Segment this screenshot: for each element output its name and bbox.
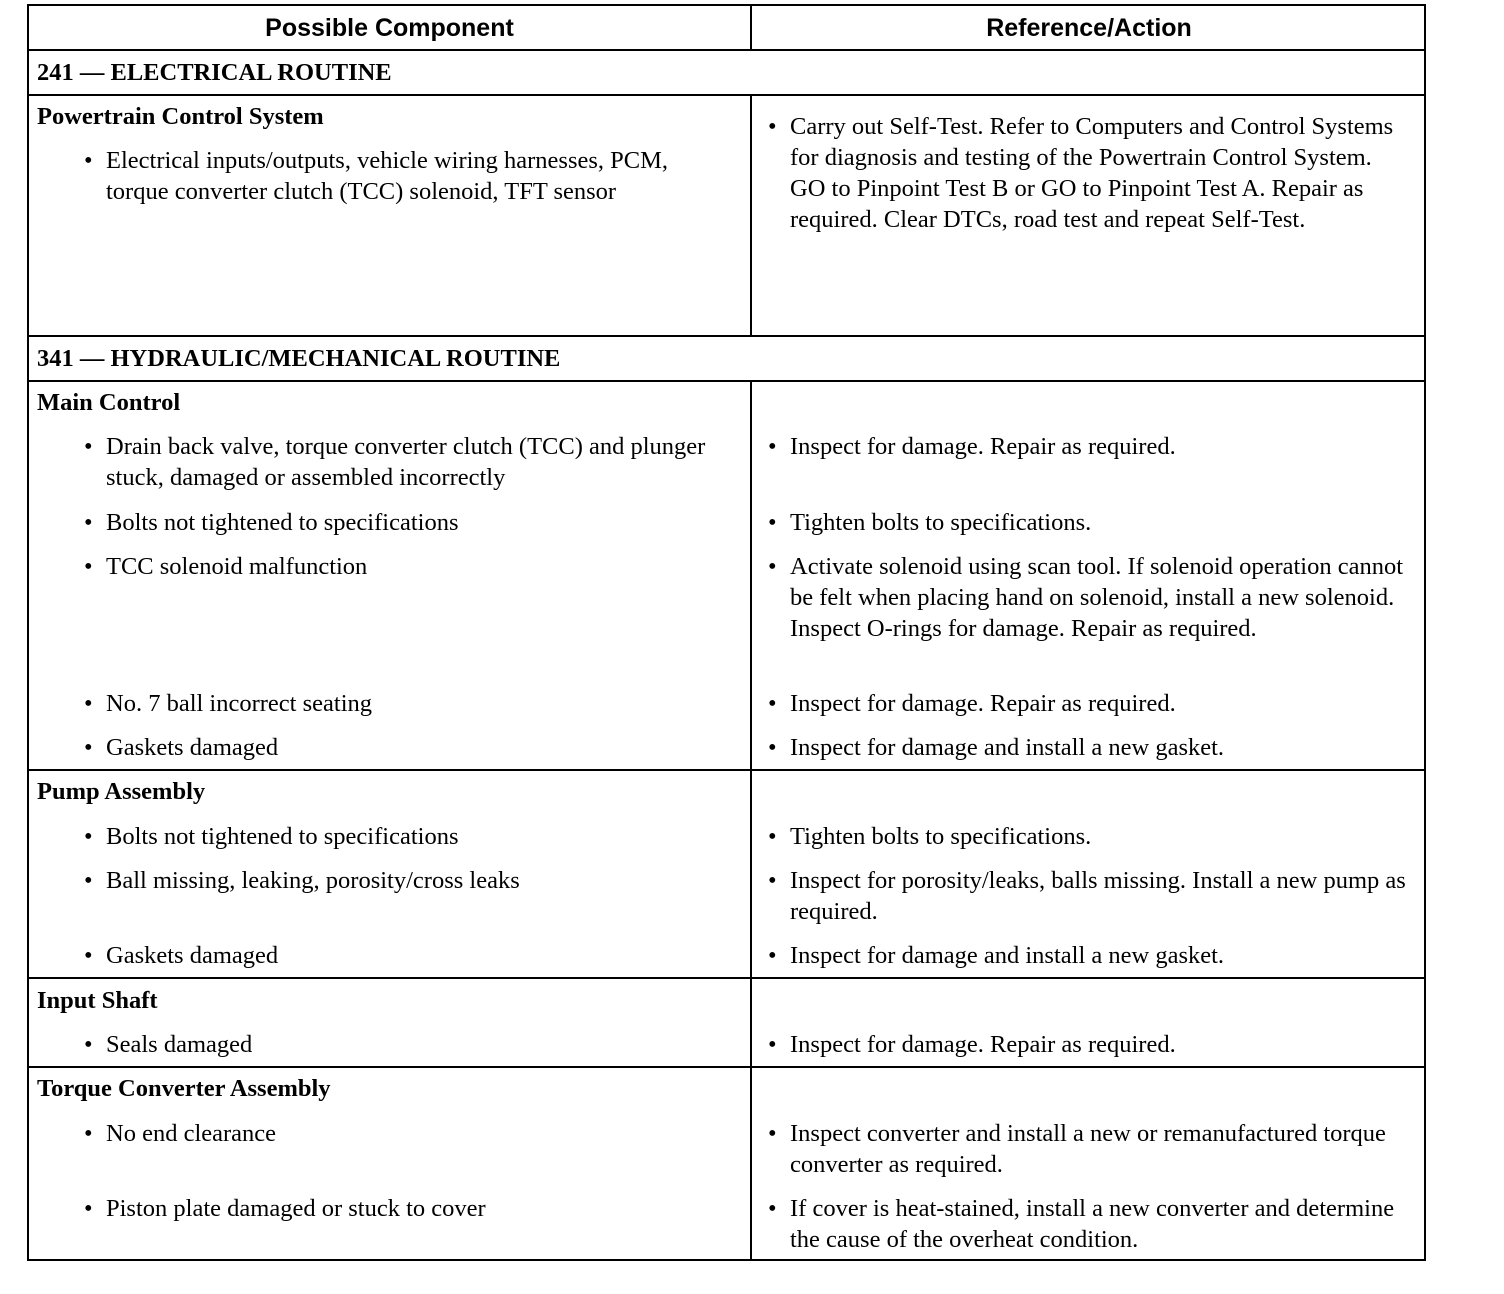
action-item: • Carry out Self-Test. Refer to Computers and Control Systems for diagnosis and testing of the Powertrain Control System. GO to Pinpoint Test B or GO to Pinpoint Test A. Repair as required. Clear DTCs, road test and repeat Self-Test. [768,111,1418,235]
action-item: • Inspect for damage. Repair as required. [768,690,1176,717]
component-item: • Drain back valve, torque converter clutch (TCC) and plunger stuck, damaged or assembled incorrectly [84,433,706,491]
action-item: • Inspect for damage and install a new gasket. [768,734,1225,761]
divider [29,49,1424,51]
divider [29,335,1424,337]
column-divider [750,94,752,336]
group-title-main-control: Main Control [37,389,181,416]
action-item: • Inspect for porosity/leaks, balls missing. Install a new pump as required. [768,867,1406,925]
component-item: • Piston plate damaged or stuck to cover [84,1195,486,1222]
group-title-pump-assembly: Pump Assembly [37,778,206,805]
action-item: • Tighten bolts to specifications. [768,823,1092,850]
section-title-hydraulic: 341 — HYDRAULIC/MECHANICAL ROUTINE [37,345,561,372]
column-divider [750,6,752,50]
group-title-input-shaft: Input Shaft [37,987,158,1014]
group-title-torque-converter: Torque Converter Assembly [37,1075,331,1102]
action-item: • Inspect for damage. Repair as required. [768,1031,1176,1058]
action-item: • If cover is heat-stained, install a new converter and determine the cause of the overheat condition. [768,1195,1395,1253]
action-item: • Activate solenoid using scan tool. If solenoid operation cannot be felt when placing hand on solenoid, install a new solenoid. Inspect O-rings for damage. Repair as required. [768,553,1404,642]
component-item: • TCC solenoid malfunction [84,553,368,580]
action-item-continuation: GO to Pinpoint Test B or GO to Pinpoint Test A. Repair as required. Clear DTCs, road test and repeat Self-Test. [790,175,1364,233]
component-item: • No end clearance [84,1120,277,1147]
component-item: • Ball missing, leaking, porosity/cross leaks [84,867,520,894]
component-item: • Gaskets damaged [84,942,279,969]
divider [29,380,1424,382]
column-header-action: Reference/Action [986,14,1192,42]
component-item: • No. 7 ball incorrect seating [84,690,373,717]
component-item: • Electrical inputs/outputs, vehicle wiring harnesses, PCM, torque converter clutch (TCC) solenoid, TFT sensor [84,147,669,205]
divider [29,1066,1424,1068]
section-title-electrical: 241 — ELECTRICAL ROUTINE [37,59,392,86]
divider [29,769,1424,771]
component-item: • Bolts not tightened to specifications [84,823,459,850]
group-title-powertrain: Powertrain Control System [37,103,324,130]
action-item: • Inspect for damage and install a new gasket. [768,942,1225,969]
divider [29,977,1424,979]
action-item: • Tighten bolts to specifications. [768,509,1092,536]
action-item: • Inspect converter and install a new or remanufactured torque converter as required. [768,1120,1386,1178]
component-item: • Seals damaged [84,1031,253,1058]
column-divider [750,380,752,1261]
diagnosis-table [27,4,1426,1261]
divider [29,94,1424,96]
action-item: • Inspect for damage. Repair as required. [768,433,1176,460]
component-item: • Bolts not tightened to specifications [84,509,459,536]
component-item: • Gaskets damaged [84,734,279,761]
column-header-component: Possible Component [265,14,514,42]
